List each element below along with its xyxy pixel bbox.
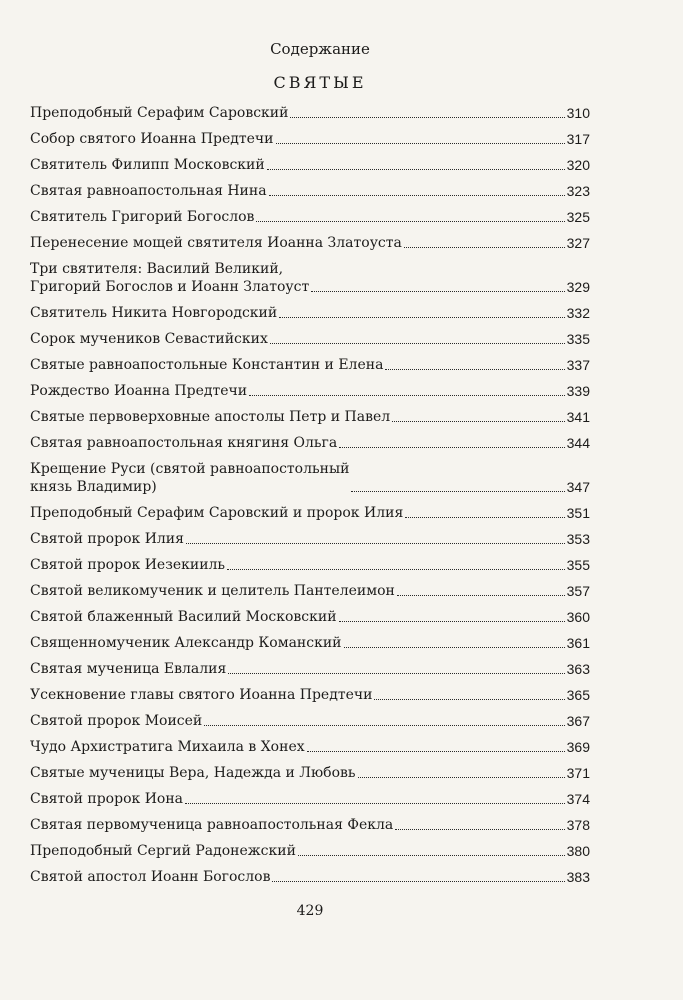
- toc-entry-page-number: 344: [566, 435, 590, 451]
- toc-entry-title: [30, 382, 247, 400]
- toc-entry: [30, 582, 590, 600]
- toc-entry-page-number: 378: [566, 817, 590, 833]
- toc-entry-page-number: 335: [566, 331, 590, 347]
- toc-entry-title: [30, 504, 403, 522]
- toc-entry: [30, 156, 590, 174]
- dot-leader: [404, 247, 565, 248]
- toc-entry-page-number: 327: [566, 235, 590, 251]
- toc-entry-title: [30, 556, 225, 574]
- toc-entry-page-number: 361: [566, 635, 590, 651]
- toc-entry-page-number: 367: [566, 713, 590, 729]
- toc-entry-page-number: 320: [566, 157, 590, 173]
- dot-leader: [351, 491, 564, 492]
- dot-leader: [279, 317, 564, 318]
- toc-entry-page-number: 363: [566, 661, 590, 677]
- toc-entry-title: [30, 608, 337, 626]
- toc-entry-page-number: 355: [566, 557, 590, 573]
- toc-entry-page-number: 317: [566, 131, 590, 147]
- table-of-contents: [30, 104, 590, 894]
- toc-entry-title: [30, 208, 254, 226]
- toc-entry-title: [30, 460, 349, 496]
- toc-entry: [30, 434, 590, 452]
- toc-entry-title-line: Перенесение мощей святителя Иоанна Златоуста: [30, 235, 402, 251]
- dot-leader: [374, 699, 564, 700]
- toc-entry-title-line: Сорок мучеников Севастийских: [30, 331, 268, 347]
- toc-entry: [30, 660, 590, 678]
- toc-entry-page-number: 341: [566, 409, 590, 425]
- toc-entry-title: [30, 130, 274, 148]
- dot-leader: [405, 517, 564, 518]
- dot-leader: [339, 621, 565, 622]
- toc-entry-title: [30, 234, 402, 252]
- dot-leader: [344, 647, 565, 648]
- toc-entry-title-line: Чудо Архистратига Михаила в Хонех: [30, 739, 305, 755]
- dot-leader: [392, 421, 565, 422]
- toc-entry-title-line: Святой пророк Моисей: [30, 713, 203, 729]
- dot-leader: [339, 447, 564, 448]
- dot-leader: [269, 195, 565, 196]
- toc-entry-title: [30, 764, 356, 782]
- toc-entry-page-number: 323: [566, 183, 590, 199]
- toc-entry: [30, 712, 590, 730]
- toc-entry-title: [30, 182, 267, 200]
- dot-leader: [227, 569, 565, 570]
- dot-leader: [385, 369, 564, 370]
- toc-entry-page-number: 337: [566, 357, 590, 373]
- toc-entry-title-line: Усекновение главы святого Иоанна Предтечи: [30, 687, 373, 703]
- dot-leader: [256, 221, 564, 222]
- page-number: 429: [296, 903, 324, 919]
- toc-entry-page-number: 369: [566, 739, 590, 755]
- dot-leader: [276, 143, 565, 144]
- toc-entry: [30, 182, 590, 200]
- toc-entry-title-line: Преподобный Серафим Саровский: [30, 105, 289, 121]
- toc-entry-title-line: Григорий Богослов и Иоанн Златоуст: [30, 279, 310, 295]
- toc-entry: [30, 356, 590, 374]
- toc-entry: [30, 764, 590, 782]
- toc-entry-page-number: 383: [566, 869, 590, 885]
- toc-entry-title: [30, 842, 296, 860]
- toc-entry: [30, 634, 590, 652]
- dot-leader: [272, 881, 564, 882]
- running-head: Содержание: [270, 40, 370, 58]
- toc-entry: [30, 738, 590, 756]
- toc-entry-title-line: Святой пророк Илия: [30, 531, 184, 547]
- toc-entry-page-number: 347: [566, 479, 590, 495]
- toc-entry-title-line: Святой блаженный Василий Московский: [30, 609, 337, 625]
- toc-entry: [30, 130, 590, 148]
- toc-entry-title: [30, 816, 393, 834]
- toc-entry: [30, 304, 590, 322]
- toc-entry: [30, 104, 590, 122]
- toc-entry: [30, 504, 590, 522]
- toc-entry-page-number: 325: [566, 209, 590, 225]
- toc-entry-title-line: Святой пророк Иезекииль: [30, 557, 226, 573]
- toc-entry-title-line: князь Владимир): [30, 479, 157, 495]
- toc-entry-title: [30, 712, 202, 730]
- toc-entry: [30, 608, 590, 626]
- toc-entry-title-line: Святые мученицы Вера, Надежда и Любовь: [30, 765, 356, 781]
- toc-entry: [30, 460, 590, 496]
- toc-entry-title: [30, 104, 288, 122]
- toc-entry-page-number: 339: [566, 383, 590, 399]
- toc-entry: [30, 686, 590, 704]
- toc-entry-title: [30, 868, 270, 886]
- toc-entry-title: [30, 156, 265, 174]
- toc-entry-page-number: 329: [566, 279, 590, 295]
- toc-entry-title-line: Святая равноапостольная Нина: [30, 183, 267, 199]
- toc-entry-title-line: Святитель Филипп Московский: [30, 157, 265, 173]
- toc-entry: [30, 260, 590, 296]
- toc-entry: [30, 234, 590, 252]
- toc-entry-title: [30, 260, 309, 296]
- toc-entry-title-line: Рождество Иоанна Предтечи: [30, 383, 248, 399]
- toc-entry: [30, 208, 590, 226]
- toc-entry: [30, 408, 590, 426]
- dot-leader: [270, 343, 565, 344]
- toc-entry-page-number: 332: [566, 305, 590, 321]
- dot-leader: [395, 829, 564, 830]
- dot-leader: [358, 777, 565, 778]
- toc-entry-title-line: Святой великомученик и целитель Пантелеимон: [30, 583, 395, 599]
- dot-leader: [186, 543, 565, 544]
- toc-entry: [30, 842, 590, 860]
- toc-entry-title: [30, 790, 183, 808]
- toc-entry-page-number: 360: [566, 609, 590, 625]
- toc-entry-page-number: 353: [566, 531, 590, 547]
- toc-entry-title: [30, 686, 372, 704]
- toc-entry-title-line: Святой пророк Иона: [30, 791, 184, 807]
- toc-entry-title: [30, 582, 395, 600]
- toc-entry-title: [30, 408, 390, 426]
- dot-leader: [185, 803, 565, 804]
- toc-entry-title-line: Преподобный Серафим Саровский и пророк Илия: [30, 505, 404, 521]
- dot-leader: [249, 395, 565, 396]
- dot-leader: [204, 725, 564, 726]
- toc-entry-title: [30, 330, 268, 348]
- toc-entry: [30, 330, 590, 348]
- toc-entry-title: [30, 738, 305, 756]
- toc-entry-title-line: Святитель Григорий Богослов: [30, 209, 255, 225]
- toc-entry-title-line: Крещение Руси (святой равноапостольный: [30, 461, 350, 477]
- toc-entry-title-line: Священномученик Александр Команский: [30, 635, 342, 651]
- toc-entry-title-line: Святые равноапостольные Константин и Елена: [30, 357, 384, 373]
- toc-entry: [30, 816, 590, 834]
- toc-entry: [30, 556, 590, 574]
- toc-entry-title-line: Три святителя: Василий Великий,: [30, 261, 284, 277]
- toc-entry: [30, 382, 590, 400]
- dot-leader: [290, 117, 564, 118]
- toc-entry-title: [30, 530, 184, 548]
- toc-entry-title-line: Святые первоверховные апостолы Петр и Павел: [30, 409, 391, 425]
- toc-entry-title-line: Святой апостол Иоанн Богослов: [30, 869, 271, 885]
- section-title: СВЯТЫЕ: [273, 73, 367, 92]
- dot-leader: [228, 673, 564, 674]
- toc-entry-page-number: 365: [566, 687, 590, 703]
- toc-entry-title: [30, 434, 337, 452]
- toc-entry-title: [30, 660, 226, 678]
- dot-leader: [298, 855, 565, 856]
- toc-entry-title: [30, 634, 342, 652]
- toc-entry-page-number: 351: [566, 505, 590, 521]
- toc-entry-page-number: 371: [566, 765, 590, 781]
- toc-entry-title-line: Святая равноапостольная княгиня Ольга: [30, 435, 338, 451]
- dot-leader: [307, 751, 565, 752]
- toc-entry-page-number: 357: [566, 583, 590, 599]
- toc-entry-title-line: Святитель Никита Новгородский: [30, 305, 278, 321]
- toc-entry-title: [30, 304, 277, 322]
- toc-entry-title: [30, 356, 383, 374]
- toc-entry-title-line: Святая первомученица равноапостольная Фекла: [30, 817, 394, 833]
- toc-entry-title-line: Преподобный Сергий Радонежский: [30, 843, 296, 859]
- toc-entry-title-line: Собор святого Иоанна Предтечи: [30, 131, 274, 147]
- toc-entry-page-number: 310: [566, 105, 590, 121]
- dot-leader: [397, 595, 565, 596]
- dot-leader: [311, 291, 564, 292]
- toc-entry: [30, 530, 590, 548]
- dot-leader: [267, 169, 565, 170]
- toc-entry-title-line: Святая мученица Евлалия: [30, 661, 227, 677]
- toc-entry: [30, 868, 590, 886]
- toc-entry: [30, 790, 590, 808]
- toc-entry-page-number: 374: [566, 791, 590, 807]
- toc-entry-page-number: 380: [566, 843, 590, 859]
